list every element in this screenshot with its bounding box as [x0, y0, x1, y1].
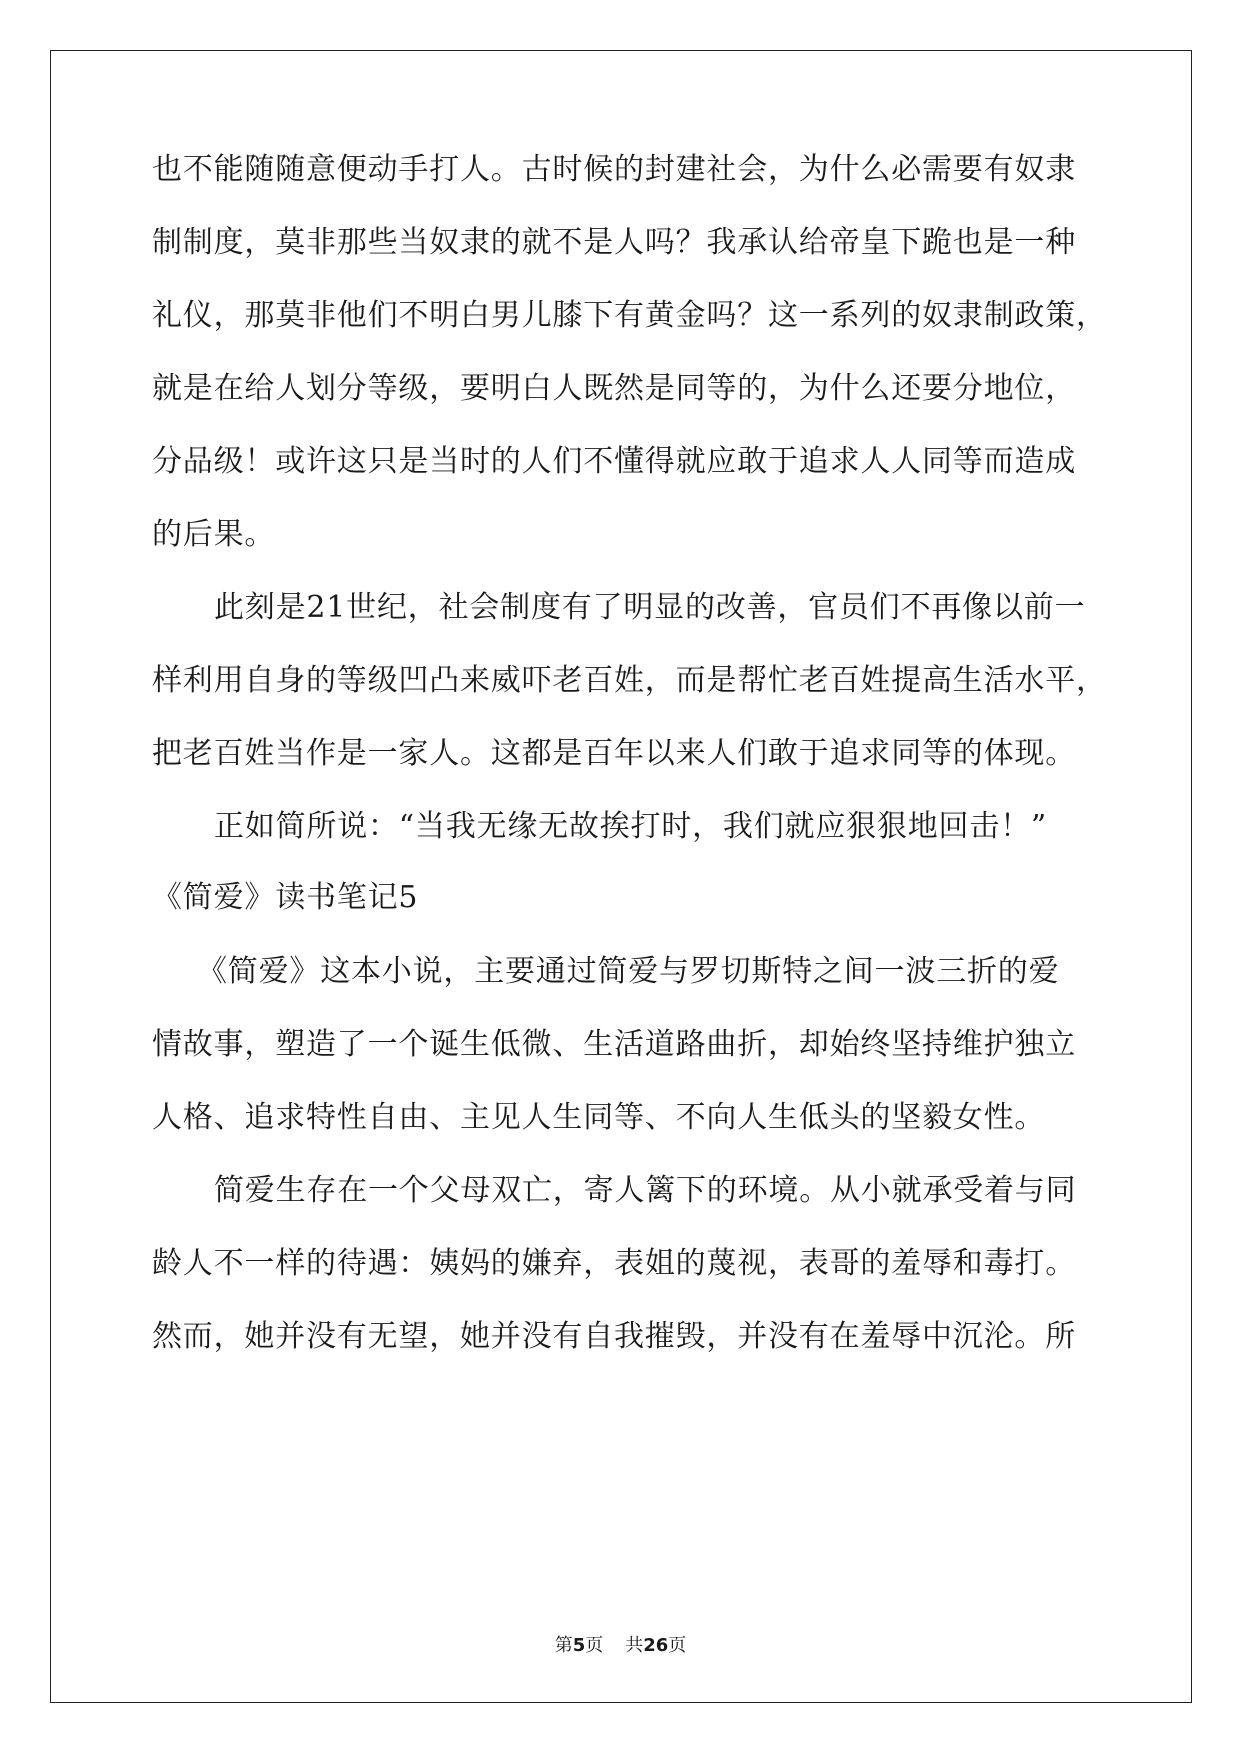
text-line-4: 就是在给人划分等级，要明白人既然是同等的，为什么还要分地位，	[152, 371, 1076, 406]
footer-prefix: 第	[554, 1635, 573, 1656]
text-line-17: 然而，她并没有无望，她并没有自我摧毁，并没有在羞辱中沉沦。所	[152, 1319, 1076, 1354]
footer-total-prefix: 共	[625, 1635, 644, 1656]
text-line-9: 把老百姓当作是一家人。这都是百年以来人们敢于追求同等的体现。	[152, 736, 1076, 771]
text-line-6: 的后果。	[152, 517, 276, 552]
text-line-10: 正如简所说：“当我无缘无故挨打时，我们就应狠狠地回击！”	[214, 809, 1048, 844]
page-footer	[0, 1634, 1241, 1658]
text-line-12: 《简爱》这本小说，主要通过简爱与罗切斯特之间一波三折的爱	[197, 954, 1060, 989]
text-line-14: 人格、追求特性自由、主见人生同等、不向人生低头的坚毅女性。	[152, 1100, 1046, 1135]
text-line-13: 情故事，塑造了一个诞生低微、生活道路曲折，却始终坚持维护独立	[152, 1027, 1076, 1062]
footer-page-unit: 页	[585, 1635, 604, 1656]
text-line-1: 也不能随随意便动手打人。古时候的封建社会，为什么必需要有奴隶	[152, 152, 1076, 187]
text-line-16: 龄人不一样的待遇：姨妈的嫌弃，表姐的蔑视，表哥的羞辱和毒打。	[152, 1246, 1076, 1281]
text-line-3: 礼仪，那莫非他们不明白男儿膝下有黄金吗？这一系列的奴隶制政策，	[152, 298, 1107, 333]
text-line-7: 此刻是21世纪，社会制度有了明显的改善，官员们不再像以前一	[214, 590, 1086, 625]
total-pages-number: 26	[643, 1635, 669, 1656]
text-line-2: 制制度，莫非那些当奴隶的就不是人吗？我承认给帝皇下跪也是一种	[152, 225, 1076, 260]
current-page-number: 5	[572, 1635, 586, 1656]
text-line-5: 分品级！或许这只是当时的人们不懂得就应敢于追求人人同等而造成	[152, 444, 1076, 479]
footer-total-unit: 页	[668, 1635, 687, 1656]
section-heading: 《简爱》读书笔记5	[152, 880, 419, 915]
text-line-15: 简爱生存在一个父母双亡，寄人篱下的环境。从小就承受着与同	[214, 1173, 1077, 1208]
text-line-8: 样利用自身的等级凹凸来威吓老百姓，而是帮忙老百姓提高生活水平，	[152, 663, 1107, 698]
